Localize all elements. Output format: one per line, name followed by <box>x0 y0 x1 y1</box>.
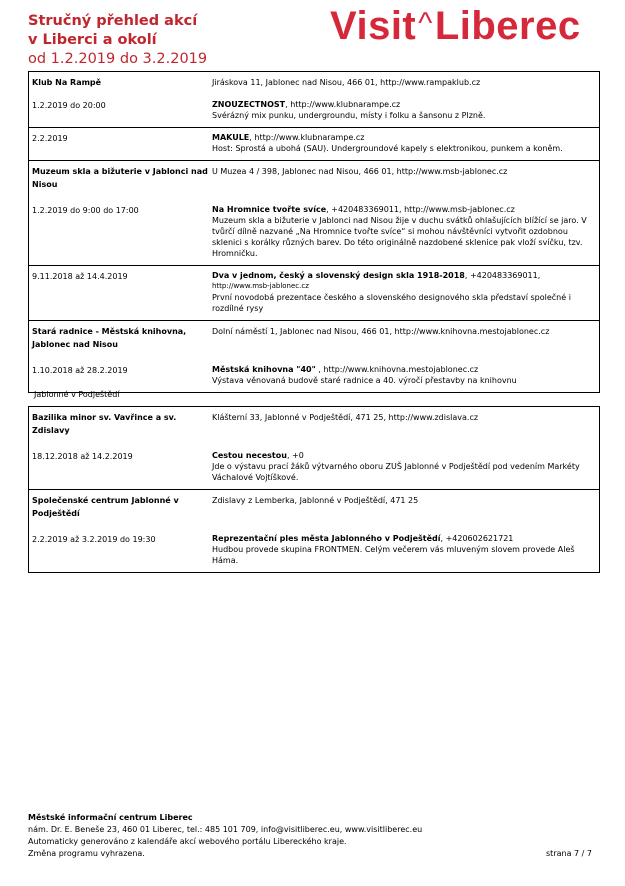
event-row <box>29 89 599 127</box>
event-contact: , +420483369011, http://www.msb-jablonec.cz <box>326 205 515 214</box>
venue-name: Klub Na Rampě <box>32 78 102 87</box>
event-row <box>29 520 599 572</box>
events-table-jablonne <box>28 406 600 573</box>
event-date: 9.11.2018 až 14.4.2019 <box>32 272 128 281</box>
page-number: strana 7 / 7 <box>546 849 592 858</box>
venue-muzeum-skla <box>29 160 599 320</box>
event-date: 1.2.2019 do 20:00 <box>32 101 106 110</box>
venue-name: Stará radnice - Městská knihovna, Jablonec nad Nisou <box>32 327 187 349</box>
venue-address: Dolní náměstí 1, Jablonec nad Nisou, 466 01, http://www.knihovna.mestojablonec.cz <box>212 327 550 336</box>
event-title: Městská knihovna "40" <box>212 365 316 374</box>
venue-address: Zdislavy z Lemberka, Jablonné v Podještědí, 471 25 <box>212 496 419 505</box>
event-contact: , +420483369011, <box>464 271 541 280</box>
event-date: 1.10.2018 až 28.2.2019 <box>32 366 128 375</box>
venue-spolecenske-centrum <box>29 489 599 572</box>
event-contact: , +420602621721 <box>440 534 514 543</box>
footer-contact: nám. Dr. E. Beneše 23, 460 01 Liberec, tel.: 485 101 709, info@visitliberec.eu, www.visitliberec.eu <box>28 825 423 834</box>
venue-address: Klášterní 33, Jablonné v Podještědí, 471 25, http://www.zdislava.cz <box>212 413 479 422</box>
event-description: Muzeum skla a bižuterie v Jablonci nad Nisou žije v duchu svátků ohlašujících blížící se jaro. V tvůrčí dílně nazvané „Na Hromnice tvořte svíce“ si mohou návštěvníci vytvořit ozdobnou sklenici s korálky různých barev. Do této originálně nazdobené sklenice pak vloží svíčku, tzv. Hromničku. <box>212 216 587 258</box>
event-description: Hudbou provede skupina FRONTMEN. Celým večerem vás mluveným slovem provede Aleš Háma. <box>212 545 575 565</box>
event-contact: , http://www.klubnarampe.cz <box>249 133 365 142</box>
event-date: 1.2.2019 do 9:00 do 17:00 <box>32 206 139 215</box>
event-row <box>29 351 599 392</box>
event-title: Dva v jednom, český a slovenský design skla 1918-2018 <box>212 271 465 280</box>
visit-liberec-logo <box>330 4 581 49</box>
event-contact: , +0 <box>286 451 304 460</box>
event-row <box>29 437 599 489</box>
event-description: Jde o výstavu prací žáků výtvarného oboru ZUŠ Jablonné v Podještědí pod vedením Markéty Váchalové Vojtíškové. <box>212 462 580 482</box>
footer-title: Městské informační centrum Liberec <box>28 813 193 822</box>
section-label-jablonne: Jablonné v Podještědí <box>34 390 120 399</box>
events-table-jablonec <box>28 71 600 393</box>
title-line-2: v Liberci a okolí <box>28 32 157 48</box>
title-line-1: Stručný přehled akcí <box>28 13 198 29</box>
footer <box>28 812 600 860</box>
event-title: Na Hromnice tvořte svíce <box>212 205 327 214</box>
event-row <box>29 265 599 320</box>
event-row <box>29 127 599 160</box>
event-description: Host: Sprostá a ubohá (SAU). Undergroundové kapely s elektronikou, punkem a koněm. <box>212 144 563 153</box>
venue-address: U Muzea 4 / 398, Jablonec nad Nisou, 466 01, http://www.msb-jablonec.cz <box>212 167 508 176</box>
venue-name: Muzeum skla a bižuterie v Jablonci nad Nisou <box>32 167 208 189</box>
event-contact: , http://www.knihovna.mestojablonec.cz <box>315 365 479 374</box>
event-date: 18.12.2018 až 14.2.2019 <box>32 452 133 461</box>
footer-generated-note: Automaticky generováno z kalendáře akcí webového portálu Libereckého kraje. <box>28 837 347 846</box>
event-description: První novodobá prezentace českého a slovenského designového skla představí společné i rozdílné rysy <box>212 293 571 313</box>
event-url: http://www.msb-jablonec.cz <box>212 282 309 290</box>
event-date: 2.2.2019 až 3.2.2019 do 19:30 <box>32 535 156 544</box>
date-range: od 1.2.2019 do 3.2.2019 <box>28 51 208 67</box>
event-title: ZNOUZECTNOST <box>212 100 286 109</box>
footer-disclaimer: Změna programu vyhrazena. <box>28 849 145 858</box>
venue-klub-na-rampe <box>29 72 599 160</box>
event-title: MAKULE <box>212 133 250 142</box>
event-date: 2.2.2019 <box>32 134 68 143</box>
event-row <box>29 191 599 265</box>
event-description: Svérázný mix punku, undergroundu, místy i folku a šansonu z Plzně. <box>212 111 486 120</box>
venue-name: Bazilika minor sv. Vavřince a sv. Zdislavy <box>32 413 177 435</box>
event-contact: , http://www.klubnarampe.cz <box>285 100 401 109</box>
venue-address: Jiráskova 11, Jablonec nad Nisou, 466 01, http://www.rampaklub.cz <box>212 78 481 87</box>
logo-text-visit: Visit <box>330 4 417 48</box>
logo-text-liberec: Liberec <box>434 4 581 48</box>
document-title <box>28 12 288 69</box>
event-description: Výstava věnovaná budově staré radnice a 40. výročí přestavby na knihovnu <box>212 376 517 385</box>
logo-caret: ^ <box>418 7 433 40</box>
venue-stara-radnice <box>29 320 599 392</box>
event-title: Cestou necestou <box>212 451 287 460</box>
venue-name: Společenské centrum Jablonné v Podještědí <box>32 496 179 518</box>
event-title: Reprezentační ples města Jablonného v Podještědí <box>212 534 441 543</box>
venue-bazilika <box>29 407 599 489</box>
